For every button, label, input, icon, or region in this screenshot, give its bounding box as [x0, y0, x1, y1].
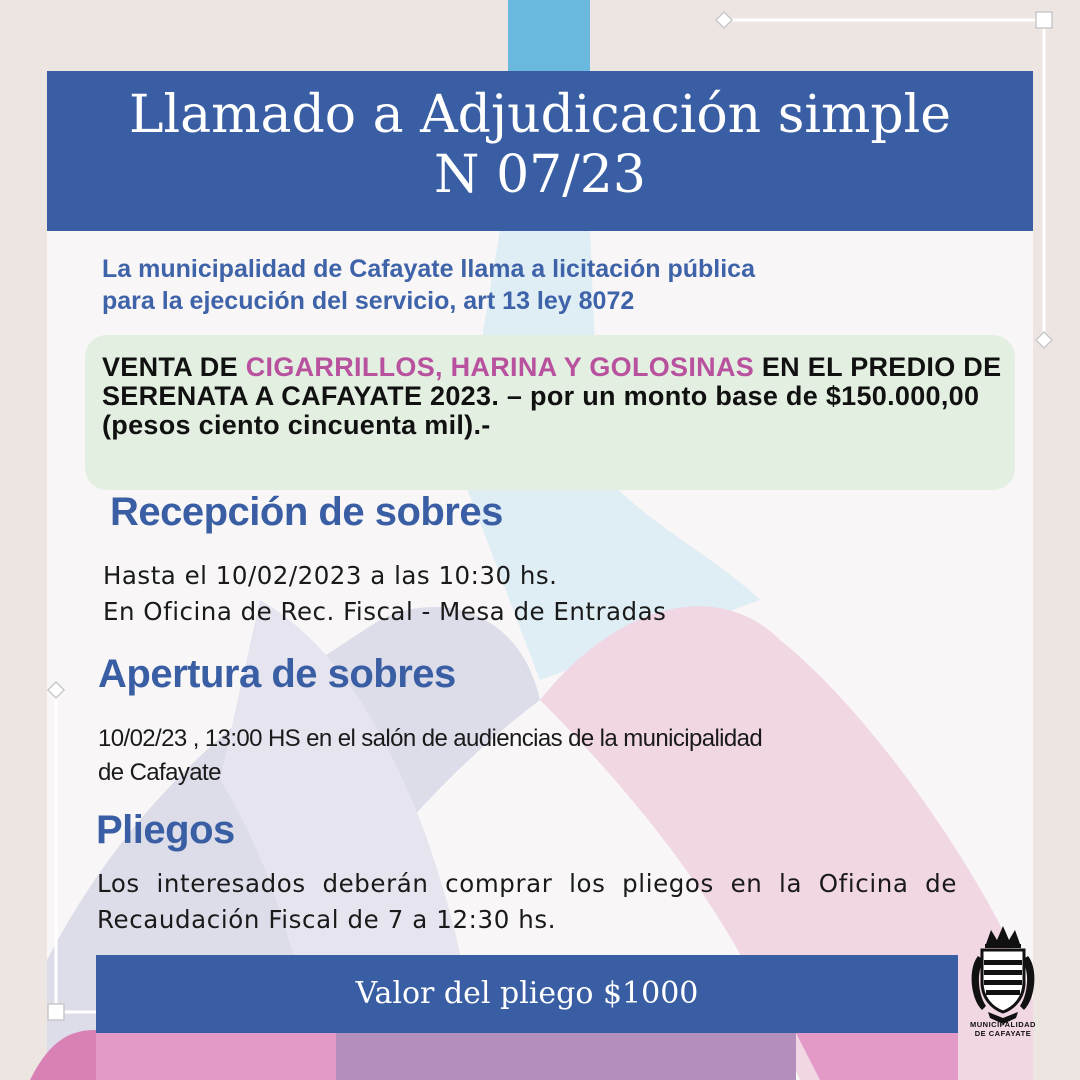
- pliegos-text: Los interesados deberán comprar los pliegos en la Oficina de Recaudación Fiscal de 7 a 12:30 hs.: [97, 869, 957, 934]
- apertura-heading: Apertura de sobres: [98, 652, 456, 696]
- apertura-line-1: 10/02/23 , 13:00 HS en el salón de audiencias de la municipalidad: [98, 725, 763, 752]
- venta-text: [102, 353, 1032, 440]
- apertura-line-2: de Cafayate: [98, 759, 221, 786]
- title-line-1: Llamado a Adjudicación simple: [128, 85, 952, 145]
- valor-text: Valor del pliego $1000: [355, 976, 699, 1011]
- intro-text: [102, 253, 962, 317]
- recepcion-line-1: Hasta el 10/02/2023 a las 10:30 hs.: [103, 561, 558, 590]
- logo-line-1: MUNICIPALIDAD: [970, 1020, 1036, 1029]
- title-line-2: N 07/23: [434, 145, 646, 205]
- intro-line-2: para la ejecución del servicio, art 13 ley 8072: [102, 287, 635, 315]
- intro-line-1: La municipalidad de Cafayate llama a licitación pública: [102, 255, 755, 283]
- venta-part-2: EN EL PREDIO DE SERENATA A CAFAYATE 2023. – por un monto base de $150.000,00 (pesos ciento cincuenta mil).-: [102, 352, 1002, 440]
- venta-part-1: VENTA DE: [102, 352, 246, 382]
- recepcion-heading: Recepción de sobres: [110, 490, 503, 534]
- venta-highlight: CIGARRILLOS, HARINA Y GOLOSINAS: [245, 352, 755, 382]
- pliegos-heading: Pliegos: [96, 808, 235, 852]
- valor-banner: [96, 955, 958, 1033]
- logo-caption: [957, 1020, 1049, 1038]
- recepcion-text: [103, 558, 666, 630]
- logo-line-2: DE CAFAYATE: [974, 1029, 1032, 1038]
- recepcion-line-2: En Oficina de Rec. Fiscal - Mesa de Entradas: [103, 597, 667, 626]
- apertura-text: [98, 722, 762, 790]
- title-banner: [47, 71, 1033, 231]
